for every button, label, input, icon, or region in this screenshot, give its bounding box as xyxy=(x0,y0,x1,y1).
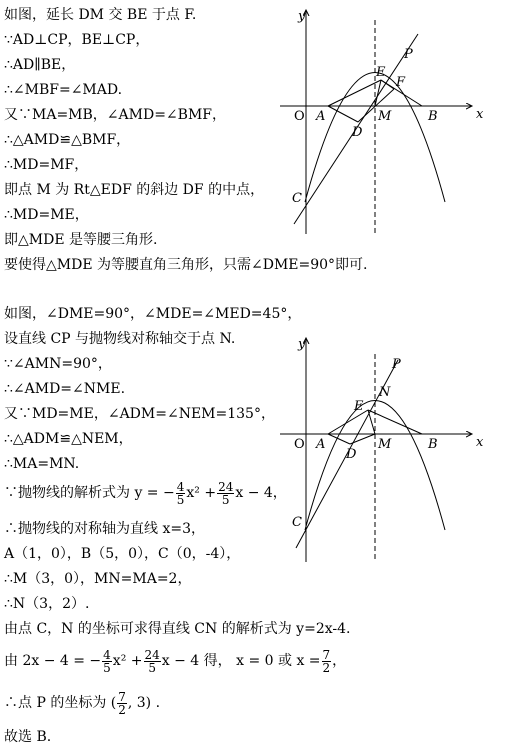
part2-line: ∴MA=MN. xyxy=(4,456,80,472)
label-a: A xyxy=(316,437,326,452)
label-e: E xyxy=(354,399,364,414)
part2-line: A（1，0），B（5，0），C（0，-4）， xyxy=(4,546,241,562)
part2-line: ∴△ADM≌△NEM， xyxy=(4,431,133,447)
label-b: B xyxy=(428,109,438,124)
label-m: M xyxy=(378,109,392,124)
label-a: A xyxy=(316,109,326,124)
part2-line: 设直线 CP 与抛物线对称轴交于点 N. xyxy=(4,331,236,347)
label-m: M xyxy=(378,437,392,452)
part1-line: ∴MD=ME， xyxy=(4,207,89,223)
part1-line: 即△MDE 是等腰三角形. xyxy=(4,232,158,248)
part1-line: ∴△AMD≌△BMF， xyxy=(4,132,131,148)
part2-line: 如图，∠DME=90°，∠MDE=∠MED=45°， xyxy=(4,306,302,322)
part2-line: ∴N（3，2）. xyxy=(4,596,90,612)
label-n: N xyxy=(379,385,391,400)
figure-2 xyxy=(280,334,495,564)
segment-me xyxy=(368,410,375,434)
label-d: D xyxy=(346,447,357,462)
point-p-line: ∴点 P 的坐标为 ( $\frac{7}{2}$ , 3) . xyxy=(4,689,161,717)
part1-line: 要使得△MDE 为等腰直角三角形，只需∠DME=90°即可. xyxy=(4,257,368,273)
part1-line: ∵AD⊥CP，BE⊥CP， xyxy=(4,32,150,48)
label-e: E xyxy=(376,65,386,80)
label-x: x xyxy=(476,107,484,122)
part2-line: ∴∠AMD=∠NME. xyxy=(4,381,126,397)
label-o: O xyxy=(294,437,305,452)
part1-line: 即点 M 为 Rt△EDF 的斜边 DF 的中点， xyxy=(4,182,265,198)
label-p: P xyxy=(392,357,401,372)
part1-line: 又∵MA=MB，∠AMD=∠BMF， xyxy=(4,107,226,123)
label-c: C xyxy=(292,191,302,206)
part1-line: ∴MD=MF， xyxy=(4,157,89,173)
part1-line: ∴∠MBF=∠MAD. xyxy=(4,82,123,98)
part2-line: 又∵MD=ME，∠ADM=∠NEM=135°， xyxy=(4,406,275,422)
label-o: O xyxy=(294,109,305,124)
segment-be xyxy=(368,410,422,434)
part2-line: ∴M（3，0），MN=MA=2， xyxy=(4,571,192,587)
conclusion: 故选 B. xyxy=(4,729,52,745)
label-b: B xyxy=(428,437,438,452)
part1-line: ∴AD∥BE， xyxy=(4,57,76,73)
parabola-equation-line: ∵抛物线的解析式为 y = − $\frac{4}{5}$ x² + $\frac{24}{5}$ x − 4， xyxy=(4,479,287,507)
part2-line: ∴抛物线的对称轴为直线 x=3， xyxy=(4,521,205,537)
segment-dm xyxy=(350,434,375,444)
part2-line: ∵∠AMN=90°， xyxy=(4,356,112,372)
label-p: P xyxy=(404,47,413,62)
label-x: x xyxy=(476,435,484,450)
label-f: F xyxy=(396,75,406,90)
label-y: y xyxy=(298,9,306,24)
figure-1 xyxy=(280,6,495,236)
label-y: y xyxy=(298,337,306,352)
label-d: D xyxy=(352,125,363,140)
part2-line: 由点 C，N 的坐标可求得直线 CN 的解析式为 y=2x-4. xyxy=(4,621,351,637)
part1-line: 如图，延长 DM 交 BE 于点 F. xyxy=(4,7,197,23)
label-c: C xyxy=(292,515,302,530)
solve-equation-line: 由 2x − 4 = − $\frac{4}{5}$ x² + $\frac{24}{5}$ x − 4 得， x = 0 或 x = $\frac{7}{2}$ ， xyxy=(4,647,347,675)
